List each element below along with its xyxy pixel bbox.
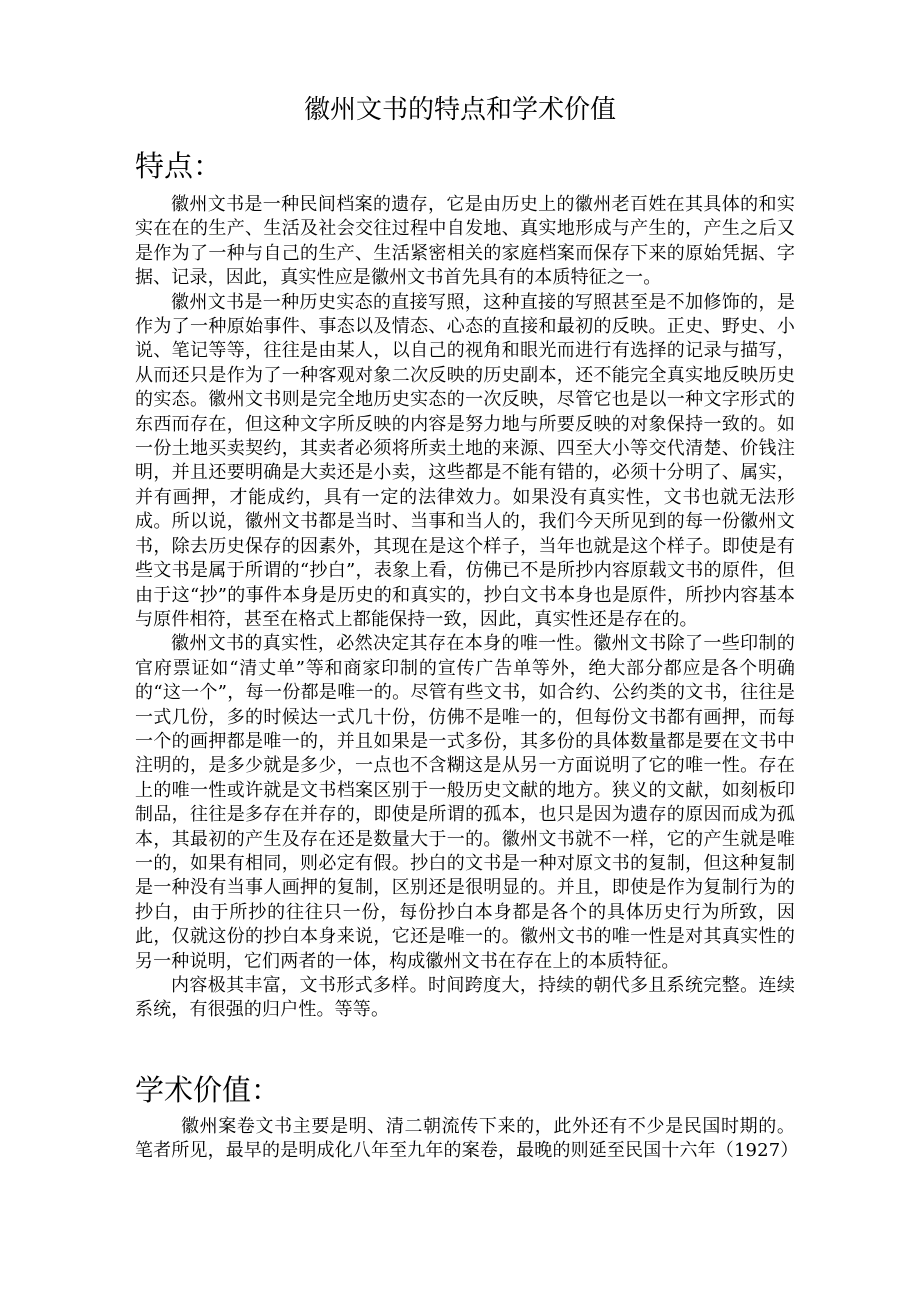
features-paragraph-uniqueness: 徽州文书的真实性，必然决定其存在本身的唯一性。徽州文书除了一些印制的官府票证如“清丈单”等和商家印制的宣传广告单等外，绝大部分都应是各个明确的“这一个”，每一份都是唯一的。尽管有些文书，如合约、公约类的文书，往往是一式几份，多的时候达一式几十份，仿佛不是唯一的，但每份文书都有画押，而每一个的画押都是唯一的，并且如果是一式多份，其多份的具体数量都是要在文书中注明的，是多少就是多少，一点也不含糊这是从另一方面说明了它的唯一性。存在上的唯一性或许就是文书档案区别于一般历史文献的地方。狭义的文献，如刻板印制品，往往是多存在并存的，即使是所谓的孤本，也只是因为遗存的原因而成为孤本，其最初的产生及存在还是数量大于一的。徽州文书就不一样，它的产生就是唯一的，如果有相同，则必定有假。抄白的文书是一种对原文书的复制，但这种复制是一种没有当事人画押的复制，区别还是很明显的。并且，即使是作为复制行为的抄白，由于所抄的往往只一份，每份抄白本身都是各个的具体历史行为所致，因此，仅就这份的抄白本身来说，它还是唯一的。徽州文书的唯一性是对其真实性的另一种说明，它们两者的一体，构成徽州文书在存在上的本质特征。 [135,633,795,972]
academic-value-section-body [135,1115,799,1164]
section-heading-features: 特点： [135,149,223,183]
features-paragraph-authenticity: 徽州文书是一种民间档案的遗存，它是由历史上的徽州老百姓在其具体的和实实在在的生产、生活及社会交往过程中自发地、真实地形成与产生的，产生之后又是作为了一种与自己的生产、生活紧密相关的家庭档案而保存下来的原始凭据、字据、记录，因此，真实性应是徽州文书首先具有的本质特征之一。 [135,194,795,289]
academic-value-paragraph: 徽州案卷文书主要是明、清二朝流传下来的，此外还有不少是民国时期的。笔者所见，最早的是明成化八年至九年的案卷，最晚的则延至民国十六年（1927） [135,1116,799,1162]
section-heading-academic-value: 学术价值： [135,1073,281,1107]
document-title: 徽州文书的特点和学术价值 [303,95,616,125]
features-section-body [135,193,795,1023]
features-paragraph-richness: 内容极其丰富，文书形式多样。时间跨度大，持续的朝代多且系统完整。连续系统，有很强的归户性。等等。 [135,975,795,1021]
features-paragraph-historical-reality: 徽州文书是一种历史实态的直接写照，这种直接的写照甚至是不加修饰的，是作为了一种原始事件、事态以及情态、心态的直接和最初的反映。正史、野史、小说、笔记等等，往往是由某人，以自己的视角和眼光而进行有选择的记录与描写，从而还只是作为了一种客观对象二次反映的历史副本，还不能完全真实地反映历史的实态。徽州文书则是完全地历史实态的一次反映，尽管它也是以一种文字形式的东西而存在，但这种文字所反映的内容是努力地与所要反映的对象保持一致的。如一份土地买卖契约，其卖者必须将所卖土地的来源、四至大小等交代清楚、价钱注明，并且还要明确是大卖还是小卖，这些都是不能有错的，必须十分明了、属实，并有画押，才能成约，具有一定的法律效力。如果没有真实性，文书也就无法形成。所以说，徽州文书都是当时、当事和当人的，我们今天所见到的每一份徽州文书，除去历史保存的因素外，其现在是这个样子，当年也就是这个样子。即使是有些文书是属于所谓的“抄白”，表象上看，仿佛已不是所抄内容原载文书的原件，但由于这“抄”的事件本身是历史的和真实的，抄白文书本身也是原件，所抄内容基本与原件相符，甚至在格式上都能保持一致，因此，真实性还是存在的。 [135,291,795,630]
